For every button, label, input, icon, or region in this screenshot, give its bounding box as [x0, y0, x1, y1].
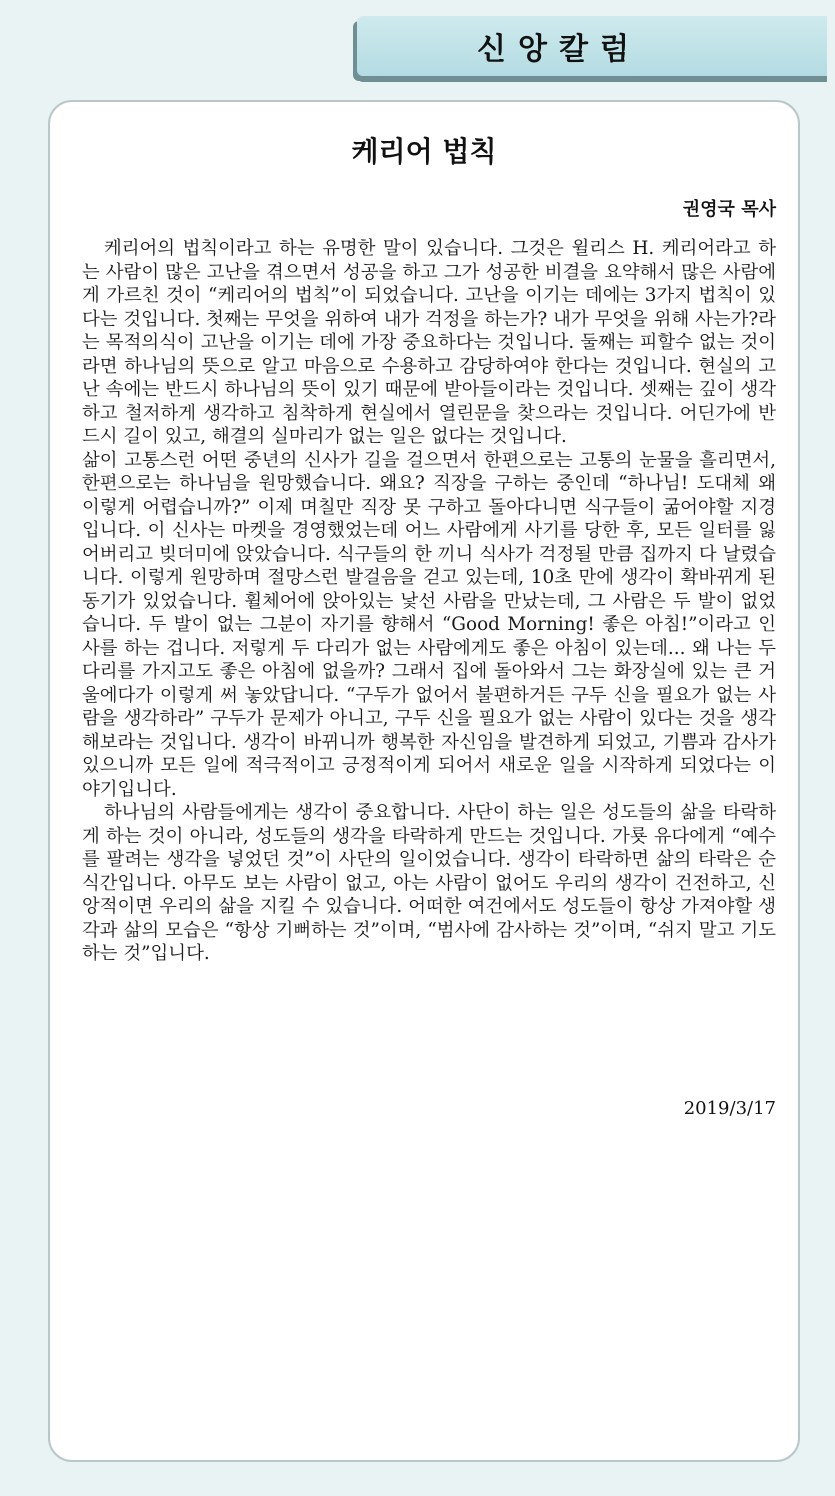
section-header-tab [357, 16, 827, 76]
article-paragraph: 하나님의 사람들에게는 생각이 중요합니다. 사단이 하는 일은 성도들의 삶을 타락하게 하는 것이 아니라, 성도들의 생각을 타락하게 만드는 것입니다. 가룟 유다에게 “예수를 팔려는 생각을 넣었던 것”이 사단의 일이었습니다. 생각이 타락하면 삶의 타락은 순식간입니다. 아무도 보는 사람이 없고, 아는 사람이 없어도 우리의 생각이 건전하고, 신앙적이면 우리의 삶을 지킬 수 있습니다. 어떠한 여건에서도 성도들이 항상 가져야할 생각과 삶의 모습은 “항상 기뻐하는 것”이며, “범사에 감사하는 것”이며, “쉬지 말고 기도하는 것”입니다. [82, 802, 776, 964]
article-title: 케리어 법칙 [351, 135, 497, 168]
article-author: 권영국 목사 [682, 199, 776, 220]
article-paragraph: 삶이 고통스런 어떤 중년의 신사가 길을 걸으면서 한편으로는 고통의 눈물을 흘리면서, 한편으로는 하나님을 원망했습니다. 왜요? 직장을 구하는 중인데 “하나님! 도대체 왜 이렇게 어렵습니까?” 이제 며칠만 직장 못 구하고 돌아다니면 식구들이 굶어야할 지경입니다. 이 신사는 마켓을 경영했었는데 어느 사람에게 사기를 당한 후, 모든 일터를 잃어버리고 빚더미에 앉았습니다. 식구들의 한 끼니 식사가 걱정될 만큼 집까지 다 날렸습니다. 이렇게 원망하며 절망스런 발걸음을 걷고 있는데, 10초 만에 생각이 확바뀌게 된 동기가 있었습니다. 휠체어에 앉아있는 낯선 사람을 만났는데, 그 사람은 두 발이 없었습니다. 두 발이 없는 그분이 자기를 향해서 “Good Morning! 좋은 아침!”이라고 인사를 하는 겁니다. 저렇게 두 다리가 없는 사람에게도 좋은 아침이 있는데... 왜 나는 두 다리를 가지고도 좋은 아침에 없을까? 그래서 집에 돌아와서 그는 화장실에 있는 큰 거울에다가 이렇게 써 놓았답니다. “구두가 없어서 불편하거든 구두 신을 필요가 없는 사람을 생각하라” 구두가 문제가 아니고, 구두 신을 필요가 없는 사람이 있다는 것을 생각해보라는 것입니다. 생각이 바뀌니까 행복한 자신임을 발견하게 되었고, 기쁨과 감사가 있으니까 모든 일에 적극적이고 긍정적이게 되어서 새로운 일을 시작하게 되었다는 이야기입니다. [82, 449, 776, 800]
article-body [82, 237, 776, 966]
section-label: 신앙칼럼 [477, 32, 641, 67]
column-card [48, 100, 800, 1462]
article-paragraph: 케리어의 법칙이라고 하는 유명한 말이 있습니다. 그것은 윌리스 H. 케리어라고 하는 사람이 많은 고난을 겪으면서 성공을 하고 그가 성공한 비결을 요약해서 많은 사람에게 가르친 것이 “케리어의 법칙”이 되었습니다. 고난을 이기는 데에는 3가지 법칙이 있다는 것입니다. 첫째는 무엇을 위하여 내가 걱정을 하는가? 내가 무엇을 위해 사는가?라는 목적의식이 고난을 이기는 데에 가장 중요하다는 것입니다. 둘째는 피할수 없는 것이라면 하나님의 뜻으로 알고 마음으로 수용하고 감당하여야 한다는 것입니다. 현실의 고난 속에는 반드시 하나님의 뜻이 있기 때문에 받아들이라는 것입니다. 셋째는 깊이 생각하고 철저하게 생각하고 침착하게 현실에서 열린문을 찾으라는 것입니다. 어딘가에 반드시 길이 있고, 해결의 실마리가 없는 일은 없다는 것입니다. [82, 238, 776, 447]
article-date: 2019/3/17 [683, 1098, 776, 1119]
